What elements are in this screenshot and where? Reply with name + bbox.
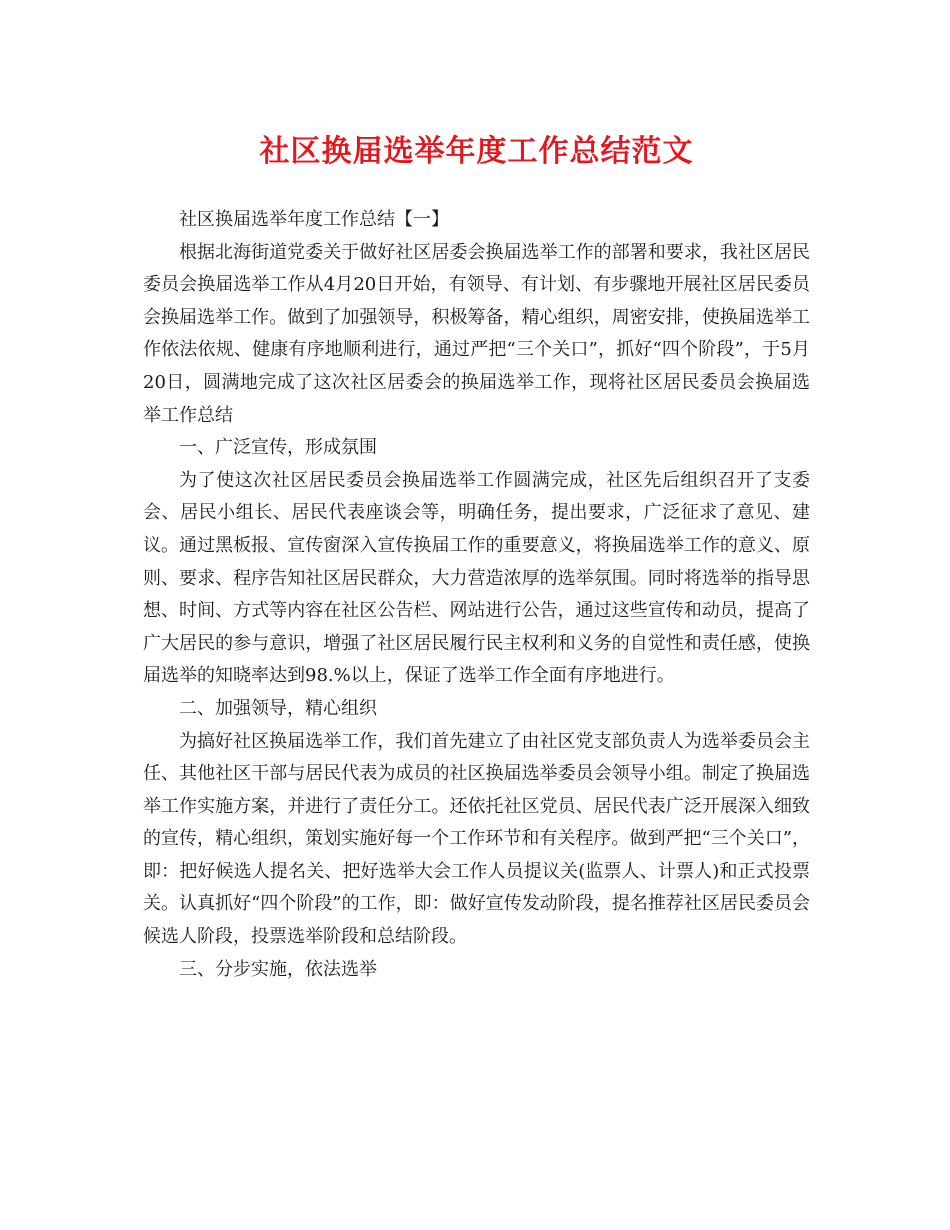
document-body (143, 204, 810, 986)
section-heading: 一、广泛宣传，形成氛围 (179, 437, 377, 459)
paragraph: 为搞好社区换届选举工作，我们首先建立了由社区党支部负责人为选举委员会主任、其他社区干部与居民代表为成员的社区换届选举委员会领导小组。制定了换届选举工作实施方案，并进行了责任分工。还依托社区党员、居民代表广泛开展深入细致的宣传，精心组织，策划实施好每一个工作环节和有关程序。做到严把“三个关口”，即：把好候选人提名关、把好选举大会工作人员提议关(监票人、计票人)和正式投票关。认真抓好“四个阶段”的工作，即：做好宣传发动阶段，提名推荐社区居民委员会候选人阶段，投票选举阶段和总结阶段。 (143, 730, 810, 948)
paragraph: 为了使这次社区居民委员会换届选举工作圆满完成，社区先后组织召开了支委会、居民小组长、居民代表座谈会等，明确任务，提出要求，广泛征求了意见、建议。通过黑板报、宣传窗深入宣传换届工作的重要意义，将换届选举工作的意义、原则、要求、程序告知社区居民群众，大力营造浓厚的选举氛围。同时将选举的指导思想、时间、方式等内容在社区公告栏、网站进行公告，通过这些宣传和动员，提高了广大居民的参与意识，增强了社区居民履行民主权利和义务的自觉性和责任感，使换届选举的知晓率达到98.%以上，保证了选举工作全面有序地进行。 (143, 469, 810, 687)
section-heading: 三、分步实施，依法选举 (179, 958, 377, 980)
section-heading: 社区换届选举年度工作总结【一】 (179, 209, 449, 230)
document-title: 社区换届选举年度工作总结范文 (259, 134, 694, 169)
section-heading: 二、加强领导，精心组织 (179, 697, 377, 719)
paragraph: 根据北海街道党委关于做好社区居委会换届选举工作的部署和要求，我社区居民委员会换届选举工作从4月20日开始，有领导、有计划、有步骤地开展社区居民委员会换届选举工作。做到了加强领导，积极筹备，精心组织，周密安排，使换届选举工作依法依规、健康有序地顺利进行，通过严把“三个关口”，抓好“四个阶段”，于5月20日，圆满地完成了这次社区居委会的换届选举工作，现将社区居民委员会换届选举工作总结 (143, 241, 810, 426)
